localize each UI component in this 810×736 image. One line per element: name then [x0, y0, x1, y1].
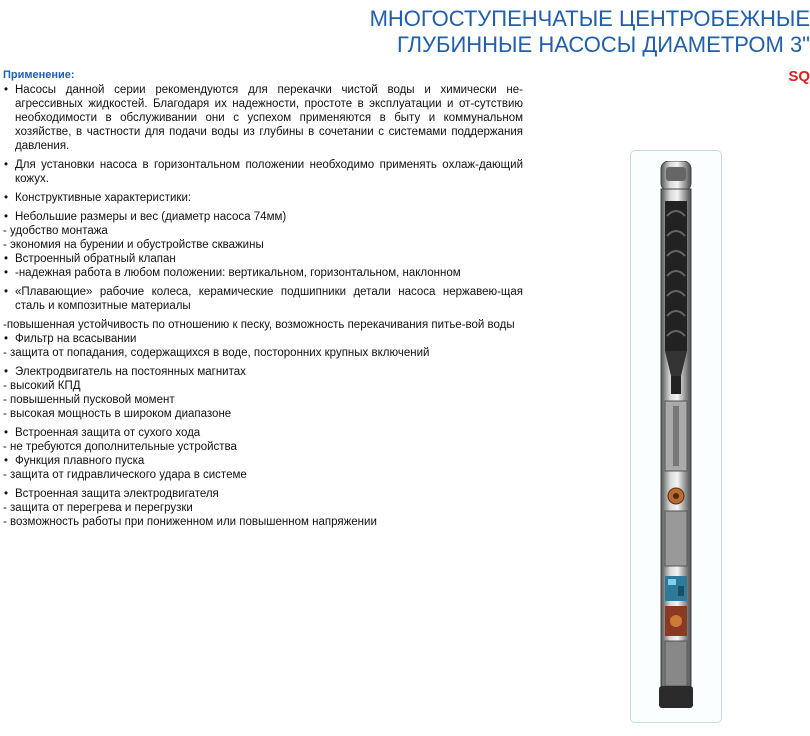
title-line-1: МНОГОСТУПЕНЧАТЫЕ ЦЕНТРОБЕЖНЫЕ — [369, 6, 810, 31]
list-item: - защита от попадания, содержащихся в воде, посторонних крупных включений — [3, 347, 430, 359]
submersible-pump-cutaway-icon — [653, 161, 699, 711]
list-item: - возможность работы при пониженном или повышенном напряжении — [3, 516, 377, 528]
pump-image-panel — [630, 150, 722, 723]
list-item: • Встроенная защита от сухого хода — [3, 426, 523, 440]
list-item: • Встроенная защита электродвигателя — [3, 487, 523, 501]
title-line-2: ГЛУБИННЫЕ НАСОСЫ ДИАМЕТРОМ 3" — [396, 32, 810, 57]
list-item: - экономия на бурении и обустройстве скважины — [3, 239, 264, 251]
description-list — [3, 83, 523, 529]
series-code: SQ — [788, 68, 810, 85]
list-item: • Электродвигатель на постоянных магнитах — [3, 365, 523, 379]
list-item: - не требуются дополнительные устройства — [3, 441, 237, 453]
list-item: - защита от гидравлического удара в системе — [3, 469, 247, 481]
list-item: • Конструктивные характеристики: — [3, 191, 523, 205]
list-item: - высокая мощность в широком диапазоне — [3, 408, 232, 420]
list-item: • Встроенный обратный клапан — [3, 252, 523, 266]
list-item: • Насосы данной серии рекомендуются для перекачки чистой воды и химически не-агрессивных жидкостей. Благодаря их надежности, простоте в эксплуатации и от-сутствию необходимости в обслуживании они с успехом применяются в быту и коммунальном хозяйстве, в частности для подачи воды из глубины в сочетании с системами поддержания давления. — [3, 83, 523, 153]
list-item: - удобство монтажа — [3, 225, 108, 237]
list-item: • -надежная работа в любом положении: вертикальном, горизонтальном, наклонном — [3, 266, 523, 280]
list-item: • Для установки насоса в горизонтальном положении необходимо применять охлаж-дающий кожух. — [3, 158, 523, 186]
list-item: -повышенная устойчивость по отношению к песку, возможность перекачивания питье-вой воды — [3, 319, 515, 331]
list-item: - повышенный пусковой момент — [3, 394, 175, 406]
section-label: Применение: — [3, 69, 75, 81]
list-item: - высокий КПД — [3, 380, 81, 392]
list-item: • «Плавающие» рабочие колеса, керамические подшипники детали насоса нержавею-щая сталь и композитные материалы — [3, 285, 523, 313]
list-item: • Фильтр на всасывании — [3, 332, 523, 346]
list-item: • Функция плавного пуска — [3, 454, 523, 468]
list-item: - защита от перегрева и перегрузки — [3, 502, 193, 514]
list-item: • Небольшие размеры и вес (диаметр насоса 74мм) — [3, 210, 523, 224]
page-title — [250, 6, 810, 58]
